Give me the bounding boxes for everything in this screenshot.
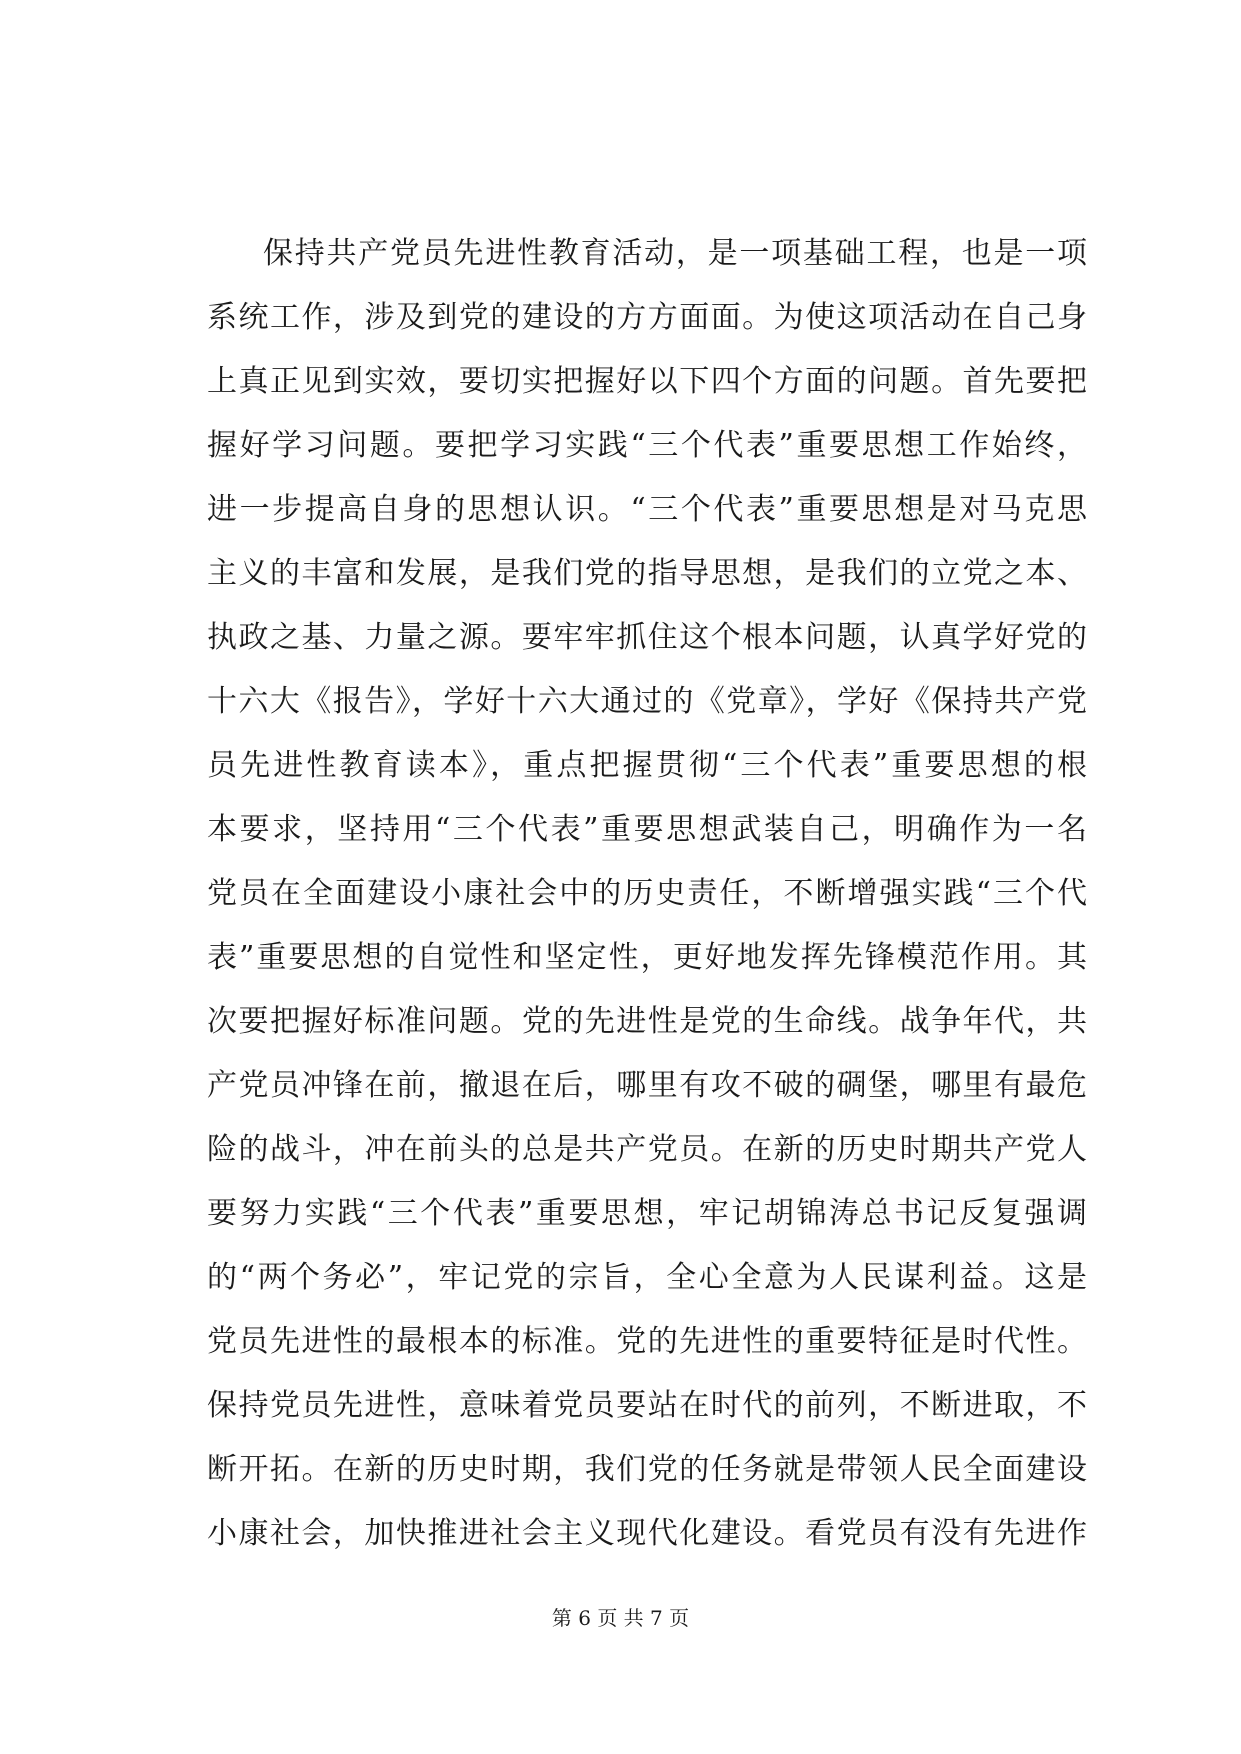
text-line: 要努力实践“三个代表”重要思想，牢记胡锦涛总书记反复强调	[207, 1196, 1087, 1231]
text-line: 握好学习问题。要把学习实践“三个代表”重要思想工作始终，	[207, 428, 1087, 463]
text-line: 党员在全面建设小康社会中的历史责任，不断增强实践“三个代	[207, 876, 1087, 911]
text-line: 断开拓。在新的历史时期，我们党的任务就是带领人民全面建设	[207, 1452, 1087, 1487]
text-line: 员先进性教育读本》，重点把握贯彻“三个代表”重要思想的根	[207, 748, 1087, 783]
text-line: 进一步提高自身的思想认识。“三个代表”重要思想是对马克思	[207, 492, 1087, 527]
text-line: 十六大《报告》，学好十六大通过的《党章》，学好《保持共产党	[207, 684, 1087, 719]
text-line: 小康社会，加快推进社会主义现代化建设。看党员有没有先进作	[207, 1516, 1087, 1551]
text-line: 表”重要思想的自觉性和坚定性，更好地发挥先锋模范作用。其	[207, 940, 1087, 975]
page-footer: 第 6 页 共 7 页	[551, 1606, 690, 1630]
text-line: 主义的丰富和发展，是我们党的指导思想，是我们的立党之本、	[207, 556, 1087, 591]
text-line: 执政之基、力量之源。要牢牢抓住这个根本问题，认真学好党的	[207, 620, 1087, 655]
text-line: 保持党员先进性，意味着党员要站在时代的前列，不断进取，不	[207, 1388, 1087, 1423]
text-line: 的“两个务必”，牢记党的宗旨，全心全意为人民谋利益。这是	[207, 1260, 1087, 1295]
text-line: 党员先进性的最根本的标准。党的先进性的重要特征是时代性。	[207, 1324, 1087, 1359]
text-line: 次要把握好标准问题。党的先进性是党的生命线。战争年代，共	[207, 1004, 1087, 1039]
text-line: 险的战斗，冲在前头的总是共产党员。在新的历史时期共产党人	[207, 1132, 1087, 1167]
text-line: 保持共产党员先进性教育活动，是一项基础工程，也是一项	[263, 236, 1087, 271]
text-line: 系统工作，涉及到党的建设的方方面面。为使这项活动在自己身	[207, 300, 1087, 335]
body-paragraph	[207, 222, 1087, 1566]
text-line: 产党员冲锋在前，撤退在后，哪里有攻不破的碉堡，哪里有最危	[207, 1068, 1087, 1103]
text-line: 上真正见到实效，要切实把握好以下四个方面的问题。首先要把	[207, 364, 1087, 399]
text-line: 本要求，坚持用“三个代表”重要思想武装自己，明确作为一名	[207, 812, 1087, 847]
